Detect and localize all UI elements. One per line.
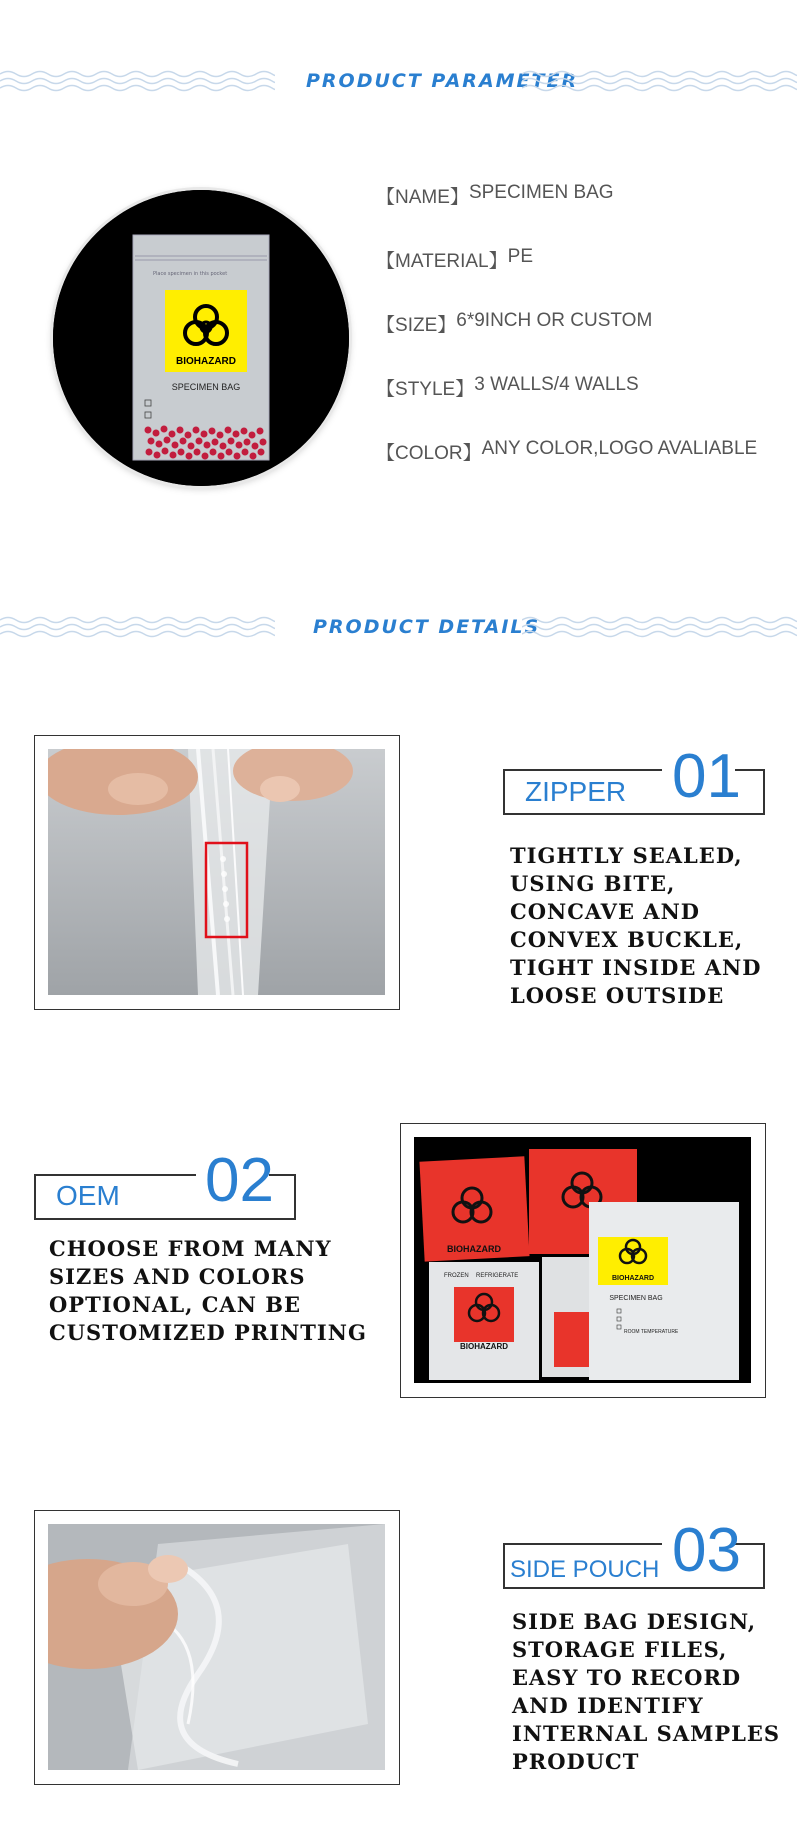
feature-description-side-pouch: SIDE BAG DESIGN, STORAGE FILES, EASY TO RECORD AND IDENTIFY INTERNAL SAMPLES PRODUCT	[512, 1609, 781, 1774]
feature-description-zipper: TIGHTLY SEALED, USING BITE, CONCAVE AND CONVEX BUCKLE, TIGHT INSIDE AND LOOSE OUTSIDE	[510, 843, 762, 1008]
parameter-value: SPECIMEN BAG	[468, 182, 614, 203]
parameter-value: ANY COLOR,LOGO AVALIABLE	[481, 438, 758, 459]
oem-photo	[414, 1137, 751, 1383]
parameter-material	[376, 246, 757, 310]
parameter-name	[376, 182, 757, 246]
feature-number-02: 02	[205, 1146, 274, 1215]
parameter-list	[376, 182, 757, 502]
parameter-key: 【 NAME 】	[376, 182, 469, 246]
parameter-key: 【 MATERIAL 】	[376, 246, 508, 310]
parameter-key: 【 COLOR 】	[376, 438, 482, 502]
parameter-color	[376, 438, 757, 502]
parameter-value: PE	[507, 246, 533, 267]
feature-number-03: 03	[672, 1516, 741, 1585]
product-photo	[53, 190, 349, 486]
zipper-photo	[48, 749, 385, 995]
feature-label-oem: OEM	[56, 1180, 120, 1211]
feature-label-zipper: ZIPPER	[525, 776, 627, 807]
parameter-style	[376, 374, 757, 438]
oem-checkbox-frozen: FROZEN	[444, 1273, 469, 1279]
parameter-value: 6*9INCH OR CUSTOM	[456, 310, 653, 331]
section-title-parameter: PRODUCT PARAMETER	[306, 70, 579, 92]
side-pouch-photo	[48, 1524, 385, 1770]
wave-decoration-left	[0, 68, 275, 94]
wave-decoration-right	[522, 614, 797, 640]
oem-bag4-label: BIOHAZARD	[460, 1342, 508, 1351]
specimen-bag-illustration	[53, 190, 349, 486]
parameter-size	[376, 310, 757, 374]
wave-decoration-right	[522, 68, 797, 94]
product-photo-biohazard-label: BIOHAZARD	[176, 356, 236, 367]
feature-number-01: 01	[672, 742, 741, 811]
svg-text:Place specimen in this pocket: Place specimen in this pocket	[153, 271, 228, 277]
oem-photo-frame	[400, 1123, 766, 1398]
oem-bag3-biohazard: BIOHAZARD	[612, 1275, 654, 1282]
side-pouch-photo-frame	[34, 1510, 400, 1785]
wave-decoration-left	[0, 614, 275, 640]
feature-label-side-pouch: SIDE POUCH	[510, 1556, 660, 1583]
parameter-value: 3 WALLS/4 WALLS	[474, 374, 639, 395]
oem-checkbox-room: ROOM TEMPERATURE	[624, 1329, 679, 1335]
section-title-details: PRODUCT DETAILS	[313, 616, 541, 638]
feature-description-oem: CHOOSE FROM MANY SIZES AND COLORS OPTIONAL, CAN BE CUSTOMIZED PRINTING	[49, 1236, 367, 1345]
oem-checkbox-refrigerate: REFRIGERATE	[476, 1273, 519, 1279]
product-photo-specimen-label: SPECIMEN BAG	[171, 382, 241, 392]
oem-bag3-title: SPECIMEN BAG	[609, 1295, 663, 1302]
zipper-photo-frame	[34, 735, 400, 1010]
oem-bag1-label: BIOHAZARD	[447, 1244, 501, 1254]
parameter-key: 【 STYLE 】	[376, 374, 474, 438]
parameter-key: 【 SIZE 】	[376, 310, 456, 374]
